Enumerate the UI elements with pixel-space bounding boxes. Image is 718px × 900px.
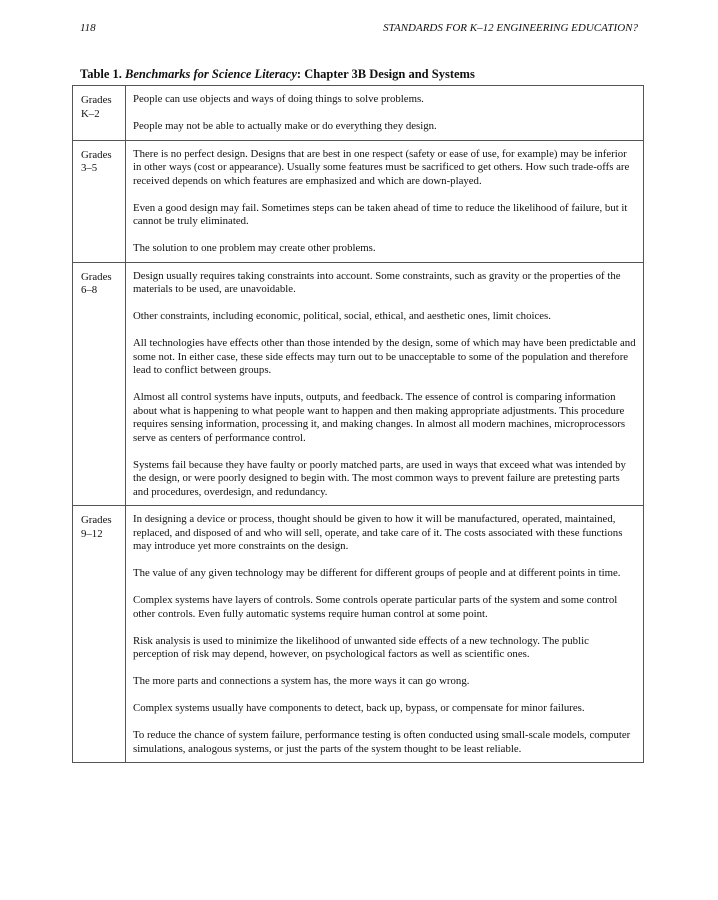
benchmark-paragraph: Other constraints, including economic, political, social, ethical, and aesthetic ones, limit choices.: [133, 310, 551, 322]
grade-range: K–2: [81, 107, 100, 120]
grade-cell: [73, 140, 126, 262]
benchmark-paragraph: Design usually requires taking constraints into account. Some constraints, such as gravity or the properties of the materials to be used, are unavoidable.: [133, 269, 621, 295]
table-row: [73, 86, 644, 141]
benchmark-paragraph: In designing a device or process, thought should be given to how it will be manufactured, operated, maintained, replaced, and disposed of and who will sell, operate, and take care of it. The costs associated with these functions may introduce yet more constraints on the design.: [133, 513, 623, 552]
caption-suffix: : Chapter 3B Design and Systems: [296, 67, 475, 81]
grade-cell: [73, 86, 126, 141]
grade-label: Grades: [81, 148, 112, 161]
caption-prefix: Table 1.: [80, 67, 126, 81]
table-caption: [80, 67, 475, 82]
benchmark-paragraph: Risk analysis is used to minimize the likelihood of unwanted side effects of a new technology. The public perception of risk may depend, however, on psychological factors as well as scientific ones.: [133, 634, 589, 660]
benchmark-paragraph: Systems fail because they have faulty or poorly matched parts, are used in ways that exceed what was intended by the design, or were poorly designed to begin with. The most common ways to prevent failure are pretesting parts and procedures, overdesign, and redundancy.: [133, 458, 626, 498]
benchmark-cell: [126, 140, 644, 262]
benchmark-paragraph: The value of any given technology may be different for different groups of people and at different points in time.: [133, 567, 621, 579]
benchmark-cell: [126, 506, 644, 763]
grade-cell: [73, 506, 126, 763]
grade-cell: [73, 262, 126, 506]
running-title: STANDARDS FOR K–12 ENGINEERING EDUCATION?: [383, 22, 638, 34]
benchmarks-table-body: [73, 86, 644, 763]
benchmark-paragraph: All technologies have effects other than those intended by the design, some of which may have been predictable and some not. In either case, these side effects may turn out to be unacceptable to some of the population and therefore lead to conflict between groups.: [133, 337, 636, 376]
benchmark-paragraph: People can use objects and ways of doing things to solve problems.: [133, 93, 424, 105]
page-header: [80, 22, 638, 38]
benchmark-paragraph: The solution to one problem may create other problems.: [133, 242, 376, 254]
grade-label: Grades: [81, 514, 112, 526]
benchmark-paragraph: The more parts and connections a system has, the more ways it can go wrong.: [133, 675, 470, 687]
page-number: 118: [80, 22, 96, 34]
table-row: [73, 140, 644, 262]
grade-range: 6–8: [81, 284, 98, 296]
table-row: [73, 262, 644, 506]
grade-label: Grades: [81, 94, 112, 106]
benchmark-paragraph: Complex systems have layers of controls. Some controls operate particular parts of the system and some control other controls. Even fully automatic systems require human control at some point.: [133, 594, 618, 620]
benchmark-paragraph: People may not be able to actually make or do everything they design.: [133, 120, 437, 132]
grade-range: 3–5: [81, 162, 98, 174]
benchmark-paragraph: Almost all control systems have inputs, outputs, and feedback. The essence of control is comparing information about what is happening to what people want to happen and then making appropriate adjustments. This procedure requires sensing information, processing it, and making changes. In almost all modern machines, microprocessors serve as centers of performance control.: [133, 391, 626, 444]
benchmarks-table: [72, 85, 644, 763]
benchmark-cell: [126, 86, 644, 141]
benchmark-paragraph: Even a good design may fail. Sometimes steps can be taken ahead of time to reduce the likelihood of failure, but it cannot be truly eliminated.: [133, 201, 628, 227]
grade-range: 9–12: [81, 527, 103, 540]
caption-italic-title: Benchmarks for Science Literacy: [125, 67, 297, 81]
benchmark-cell: [126, 262, 644, 506]
benchmark-paragraph: There is no perfect design. Designs that are best in one respect (safety or ease of use, for example) may be inferior in other ways (cost or appearance). Usually some features must be sacrificed to get others. How such trade-offs are received depends on which features are emphasized and which are down-played.: [133, 147, 630, 187]
grade-label: Grades: [81, 270, 112, 283]
benchmark-paragraph: To reduce the chance of system failure, performance testing is often conducted using small-scale models, computer simulations, analogous systems, or just the parts of the system thought to be least reliable.: [133, 729, 631, 755]
table-row: [73, 506, 644, 763]
benchmark-paragraph: Complex systems usually have components to detect, back up, bypass, or compensate for minor failures.: [133, 702, 585, 714]
